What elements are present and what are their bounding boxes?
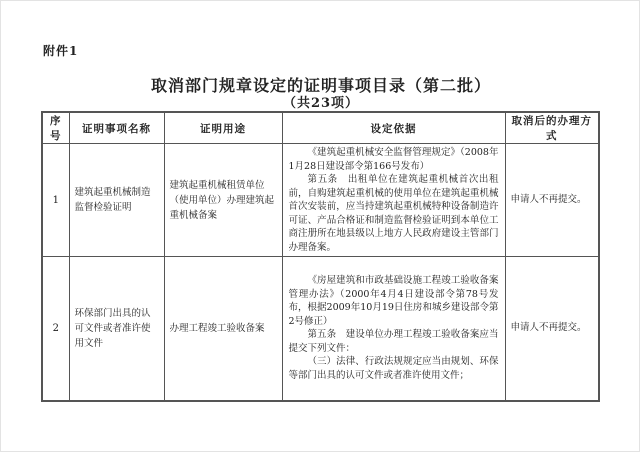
title-line-2: （共23项） — [282, 96, 360, 112]
table-header-row — [42, 112, 599, 144]
basis-paragraph: 《建筑起重机械安全监督管理规定》（2008年1月28日建设部令第166号发布） — [288, 147, 499, 172]
basis-paragraph: （三）法律、行政法规规定应当由规划、环保等部门出具的认可文件或者准许使用文件； — [288, 356, 499, 381]
table-row — [42, 144, 599, 257]
cell-item-name: 建筑起重机械制造监督检验证明 — [69, 144, 164, 257]
header-cell-basis: 设定依据 — [282, 112, 505, 144]
header-cell-item-name: 证明事项名称 — [69, 112, 164, 144]
cell-index: 2 — [42, 257, 69, 401]
table-row — [42, 257, 599, 401]
cell-handling: 申请人不再提交。 — [505, 257, 599, 401]
basis-paragraph: 第五条 建设单位办理工程竣工验收备案应当提交下列文件： — [288, 329, 499, 354]
header-cell-index: 序号 — [42, 112, 69, 144]
attachment-label: 附件1 — [43, 44, 79, 58]
cell-index: 1 — [42, 144, 69, 257]
title-line-1: 取消部门规章设定的证明事项目录（第二批） — [150, 76, 491, 95]
basis-paragraph: 《房屋建筑和市政基础设施工程竣工验收备案管理办法》（2000年4月4日建设部令第78号发布，根据2009年10月19日住房和城乡建设部令第2号修正） — [288, 275, 499, 327]
cell-basis — [282, 144, 505, 257]
cell-purpose: 建筑起重机械租赁单位（使用单位）办理建筑起重机械备案 — [164, 144, 282, 257]
document-title — [1, 76, 640, 112]
cell-basis — [282, 257, 505, 401]
cell-purpose: 办理工程竣工验收备案 — [164, 257, 282, 401]
catalog-table — [41, 111, 600, 402]
basis-paragraph: 第五条 出租单位在建筑起重机械首次出租前，自购建筑起重机械的使用单位在建筑起重机械首次安装前，应当持建筑起重机械特种设备制造许可证、产品合格证和制造监督检验证明到本单位工商注册所在地县级以上地方人民政府建设主管部门办理备案。 — [288, 174, 499, 253]
cell-handling: 申请人不再提交。 — [505, 144, 599, 257]
header-cell-purpose: 证明用途 — [164, 112, 282, 144]
cell-item-name: 环保部门出具的认可文件或者准许使用文件 — [69, 257, 164, 401]
header-cell-handling: 取消后的办理方式 — [505, 112, 599, 144]
